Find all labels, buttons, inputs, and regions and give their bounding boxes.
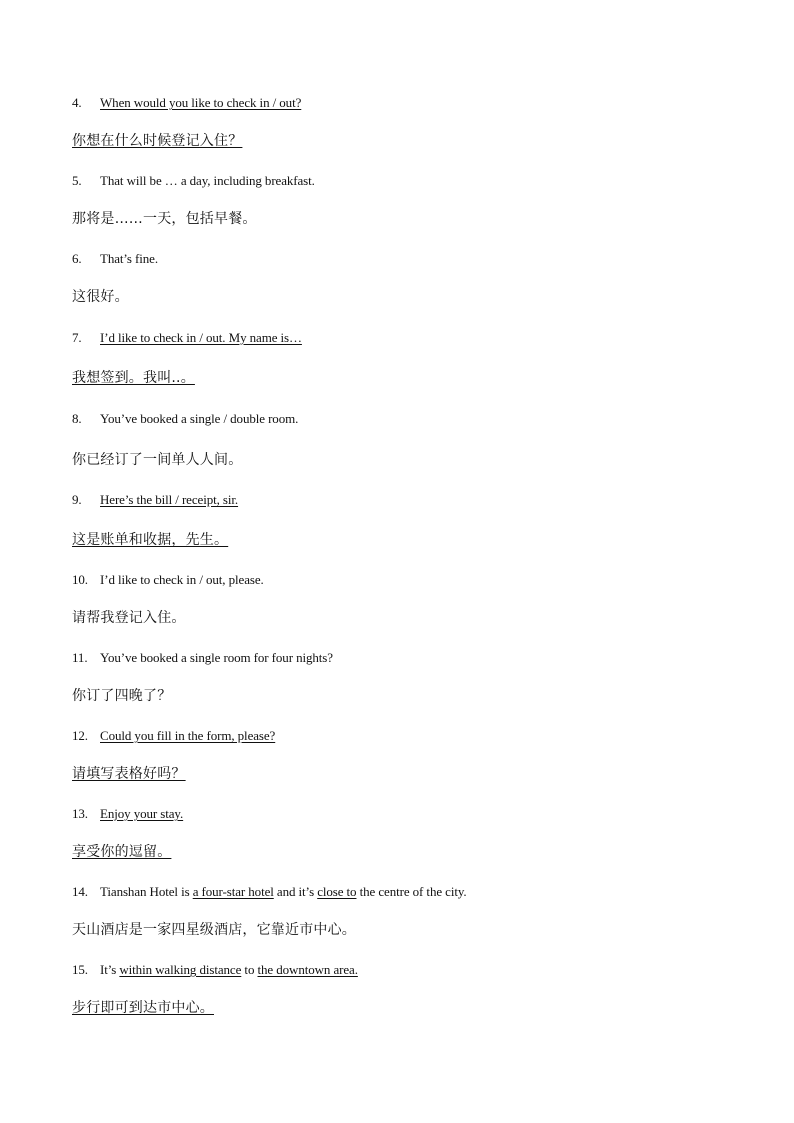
english-segment: to bbox=[241, 962, 258, 977]
english-sentence: Here’s the bill / receipt, sir. bbox=[100, 492, 239, 507]
item-8-english bbox=[72, 410, 298, 428]
english-sentence: When would you like to check in / out? bbox=[100, 95, 302, 110]
item-15-english bbox=[72, 961, 358, 979]
item-6-english bbox=[72, 250, 158, 268]
item-11-chinese: 你订了四晚了？ bbox=[72, 688, 172, 704]
english-keyphrase: within walking distance bbox=[119, 962, 242, 977]
english-segment: and it’s bbox=[273, 884, 318, 899]
item-12-english bbox=[72, 727, 275, 745]
english-sentence: You’ve booked a single room for four nights? bbox=[100, 650, 333, 665]
english-sentence: Enjoy your stay. bbox=[100, 806, 184, 821]
english-keyphrase: a four-star hotel bbox=[192, 884, 274, 899]
item-number: 13. bbox=[72, 806, 88, 821]
item-15-chinese: 步行即可到达市中心。 bbox=[72, 1000, 214, 1016]
item-13-english bbox=[72, 805, 183, 823]
english-keyphrase: the downtown area. bbox=[257, 962, 358, 977]
item-number: 8. bbox=[72, 411, 82, 426]
item-5-chinese: 那将是……一天，包括早餐。 bbox=[72, 211, 257, 227]
english-segment: It’s bbox=[100, 962, 120, 977]
item-10-chinese: 请帮我登记入住。 bbox=[72, 610, 186, 626]
english-sentence: I’d like to check in / out, please. bbox=[100, 572, 264, 587]
item-number: 11. bbox=[72, 650, 88, 665]
item-number: 10. bbox=[72, 572, 88, 587]
item-number: 6. bbox=[72, 251, 82, 266]
item-14-english bbox=[72, 883, 467, 901]
english-sentence: You’ve booked a single / double room. bbox=[100, 411, 299, 426]
item-10-english bbox=[72, 571, 264, 589]
item-number: 12. bbox=[72, 728, 88, 743]
item-7-english bbox=[72, 329, 302, 347]
english-sentence: That’s fine. bbox=[100, 251, 159, 266]
item-13-chinese: 享受你的逗留。 bbox=[72, 844, 172, 860]
english-sentence: Could you fill in the form, please? bbox=[100, 728, 276, 743]
item-4-chinese: 你想在什么时候登记入住？ bbox=[72, 133, 243, 149]
english-sentence: I’d like to check in / out. My name is… bbox=[100, 330, 302, 345]
item-5-english bbox=[72, 172, 315, 190]
item-4-english bbox=[72, 94, 301, 112]
item-7-chinese: 我想签到。我叫..。 bbox=[72, 370, 195, 386]
item-number: 9. bbox=[72, 492, 82, 507]
item-number: 5. bbox=[72, 173, 82, 188]
item-12-chinese: 请填写表格好吗？ bbox=[72, 766, 186, 782]
item-6-chinese: 这很好。 bbox=[72, 289, 129, 305]
item-number: 15. bbox=[72, 962, 88, 977]
item-11-english bbox=[72, 649, 333, 667]
item-14-chinese: 天山酒店是一家四星级酒店，它靠近市中心。 bbox=[72, 922, 356, 938]
item-9-english bbox=[72, 491, 238, 509]
english-segment: the centre of the city. bbox=[356, 884, 467, 899]
item-9-chinese: 这是账单和收据，先生。 bbox=[72, 532, 229, 548]
english-sentence: That will be … a day, including breakfast. bbox=[100, 173, 315, 188]
english-keyphrase: close to bbox=[317, 884, 357, 899]
item-8-chinese: 你已经订了一间单人人间。 bbox=[72, 452, 243, 468]
item-number: 14. bbox=[72, 884, 88, 899]
item-number: 7. bbox=[72, 330, 82, 345]
english-segment: Tianshan Hotel is bbox=[100, 884, 193, 899]
item-number: 4. bbox=[72, 95, 82, 110]
